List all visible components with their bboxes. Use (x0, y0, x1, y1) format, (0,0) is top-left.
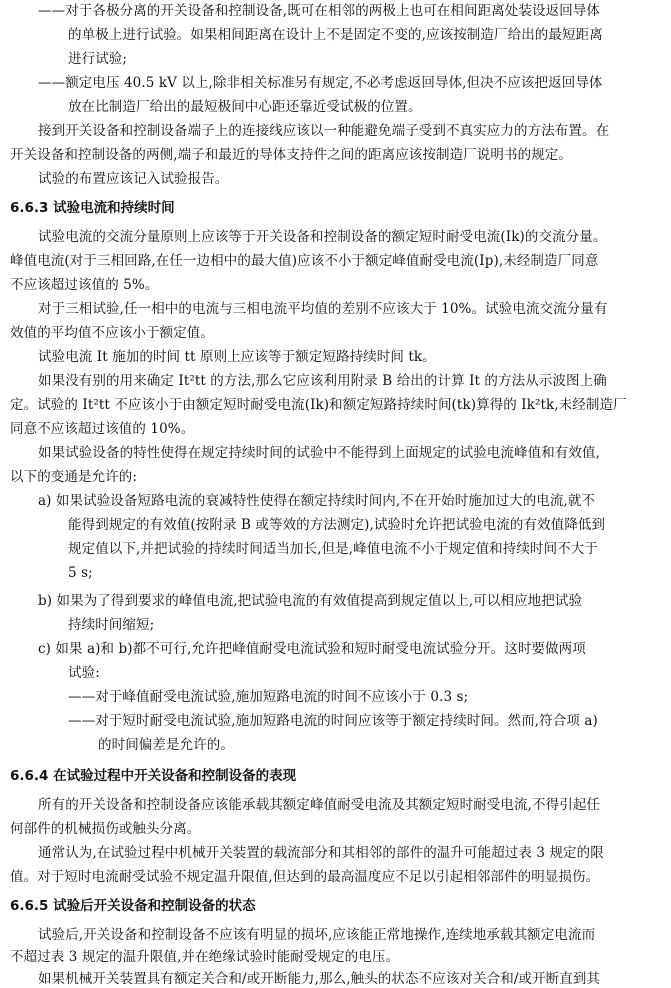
paragraph-line: 试验: (68, 665, 100, 681)
list-item-c: c) 如果 a)和 b)都不可行,允许把峰值耐受电流试验和短时耐受电流试验分开。这时要做两项 (38, 641, 586, 657)
paragraph-line: 的单极上进行试验。如果相间距离在设计上不是固定不变的,应该按制造厂给出的最短距离 (68, 27, 603, 43)
list-item-a: a) 如果试验设备短路电流的衰减特性使得在额定持续时间内,不在开始时施加过大的电流,就不 (38, 493, 596, 509)
paragraph-line: 峰值电流(对于三相回路,在任一边相中的最大值)应该不小于额定峰值耐受电流(Ip),未经制造厂同意 (10, 253, 599, 269)
paragraph-line: 不应该超过该值的 5%。 (10, 277, 159, 293)
paragraph-line: 接到开关设备和控制设备端子上的连接线应该以一种能避免端子受到不真实应力的方法布置。在 (38, 123, 610, 139)
paragraph-line: 试验电流的交流分量原则上应该等于开关设备和控制设备的额定短时耐受电流(Ik)的交流分量。 (38, 229, 607, 245)
paragraph-line: 进行试验; (68, 51, 128, 67)
paragraph-line: 的时间偏差是允许的。 (98, 737, 234, 753)
paragraph-line: 放在比制造厂给出的最短极间中心距还靠近受试极的位置。 (68, 99, 422, 115)
paragraph-line: 持续时间缩短; (68, 617, 155, 633)
paragraph-line: 通常认为,在试验过程中机械开关装置的载流部分和其相邻的部件的温升可能超过表 3 规定的限 (38, 845, 604, 861)
paragraph-line: 试验的布置应该记入试验报告。 (38, 171, 229, 187)
paragraph-line: 对于三相试验,任一相中的电流与三相电流平均值的差别不应该大于 10%。试验电流交流分量有 (38, 301, 608, 317)
paragraph-line: ——额定电压 40.5 kV 以上,除非相关标准另有规定,不必考虑返回导体,但决不应该把返回导体 (38, 75, 603, 91)
dash-item: ——对于短时耐受电流试验,施加短路电流的时间应该等于额定持续时间。然而,符合项 a) (68, 713, 598, 729)
paragraph-line: 所有的开关设备和控制设备应该能承载其额定峰值耐受电流及其额定短时耐受电流,不得引起任 (38, 797, 600, 813)
dash-item: ——对于峰值耐受电流试验,施加短路电流的时间不应该小于 0.3 s; (68, 689, 469, 705)
section-heading-6-6-3: 6.6.3 试验电流和持续时间 (10, 200, 175, 216)
paragraph-line: 开关设备和控制设备的两侧,端子和最近的导体支持件之间的距离应该按制造厂说明书的规定。 (10, 147, 572, 163)
paragraph-line: 定。试验的 It²tt 不应该小于由额定短时耐受电流(Ik)和额定短路持续时间(tk)算得的 Ik²tk,未经制造厂 (10, 397, 627, 413)
paragraph-line: 试验电流 It 施加的时间 tt 原则上应该等于额定短路持续时间 tk。 (38, 349, 436, 365)
paragraph-line: 规定值以下,并把试验的持续时间适当加长,但是,峰值电流不小于规定值和持续时间不大于 (68, 541, 598, 557)
paragraph-line: 值。对于短时电流耐受试验不规定温升限值,但达到的最高温度应不足以引起相邻部件的明显损伤。 (10, 869, 600, 885)
section-heading-6-6-5: 6.6.5 试验后开关设备和控制设备的状态 (10, 898, 256, 914)
section-heading-6-6-4: 6.6.4 在试验过程中开关设备和控制设备的表现 (10, 768, 297, 784)
paragraph-line: 同意不应该超过该值的 10%。 (10, 421, 195, 437)
paragraph-line: 如果试验设备的特性使得在规定持续时间的试验中不能得到上面规定的试验电流峰值和有效值, (38, 445, 600, 461)
paragraph-line: 以下的变通是允许的: (10, 469, 138, 485)
list-item-b: b) 如果为了得到要求的峰值电流,把试验电流的有效值提高到规定值以上,可以相应地把试验 (38, 593, 583, 609)
paragraph-line: 试验后,开关设备和控制设备不应该有明显的损坏,应该能正常地操作,连续地承载其额定电流而 (38, 927, 596, 943)
paragraph-line: 如果没有别的用来确定 It²tt 的方法,那么它应该利用附录 B 给出的计算 It 的方法从示波图上确 (38, 373, 607, 389)
paragraph-line: 效值的平均值不应该小于额定值。 (10, 325, 214, 341)
paragraph-line: 何部件的机械损伤或触头分离。 (10, 821, 201, 837)
paragraph-line: ——对于各极分离的开关设备和控制设备,既可在相邻的两极上也可在相间距离处装设返回导体 (38, 3, 600, 19)
paragraph-line: 能得到规定的有效值(按附录 B 或等效的方法测定),试验时允许把试验电流的有效值降低到 (68, 517, 606, 533)
paragraph-line: 5 s; (68, 565, 93, 581)
paragraph-line: 如果机械开关装置具有额定关合和/或开断能力,那么,触头的状态不应该对关合和/或开断直到其 (38, 971, 601, 987)
paragraph-line: 不超过表 3 规定的温升限值,并在绝缘试验时能耐受规定的电压。 (10, 949, 400, 965)
